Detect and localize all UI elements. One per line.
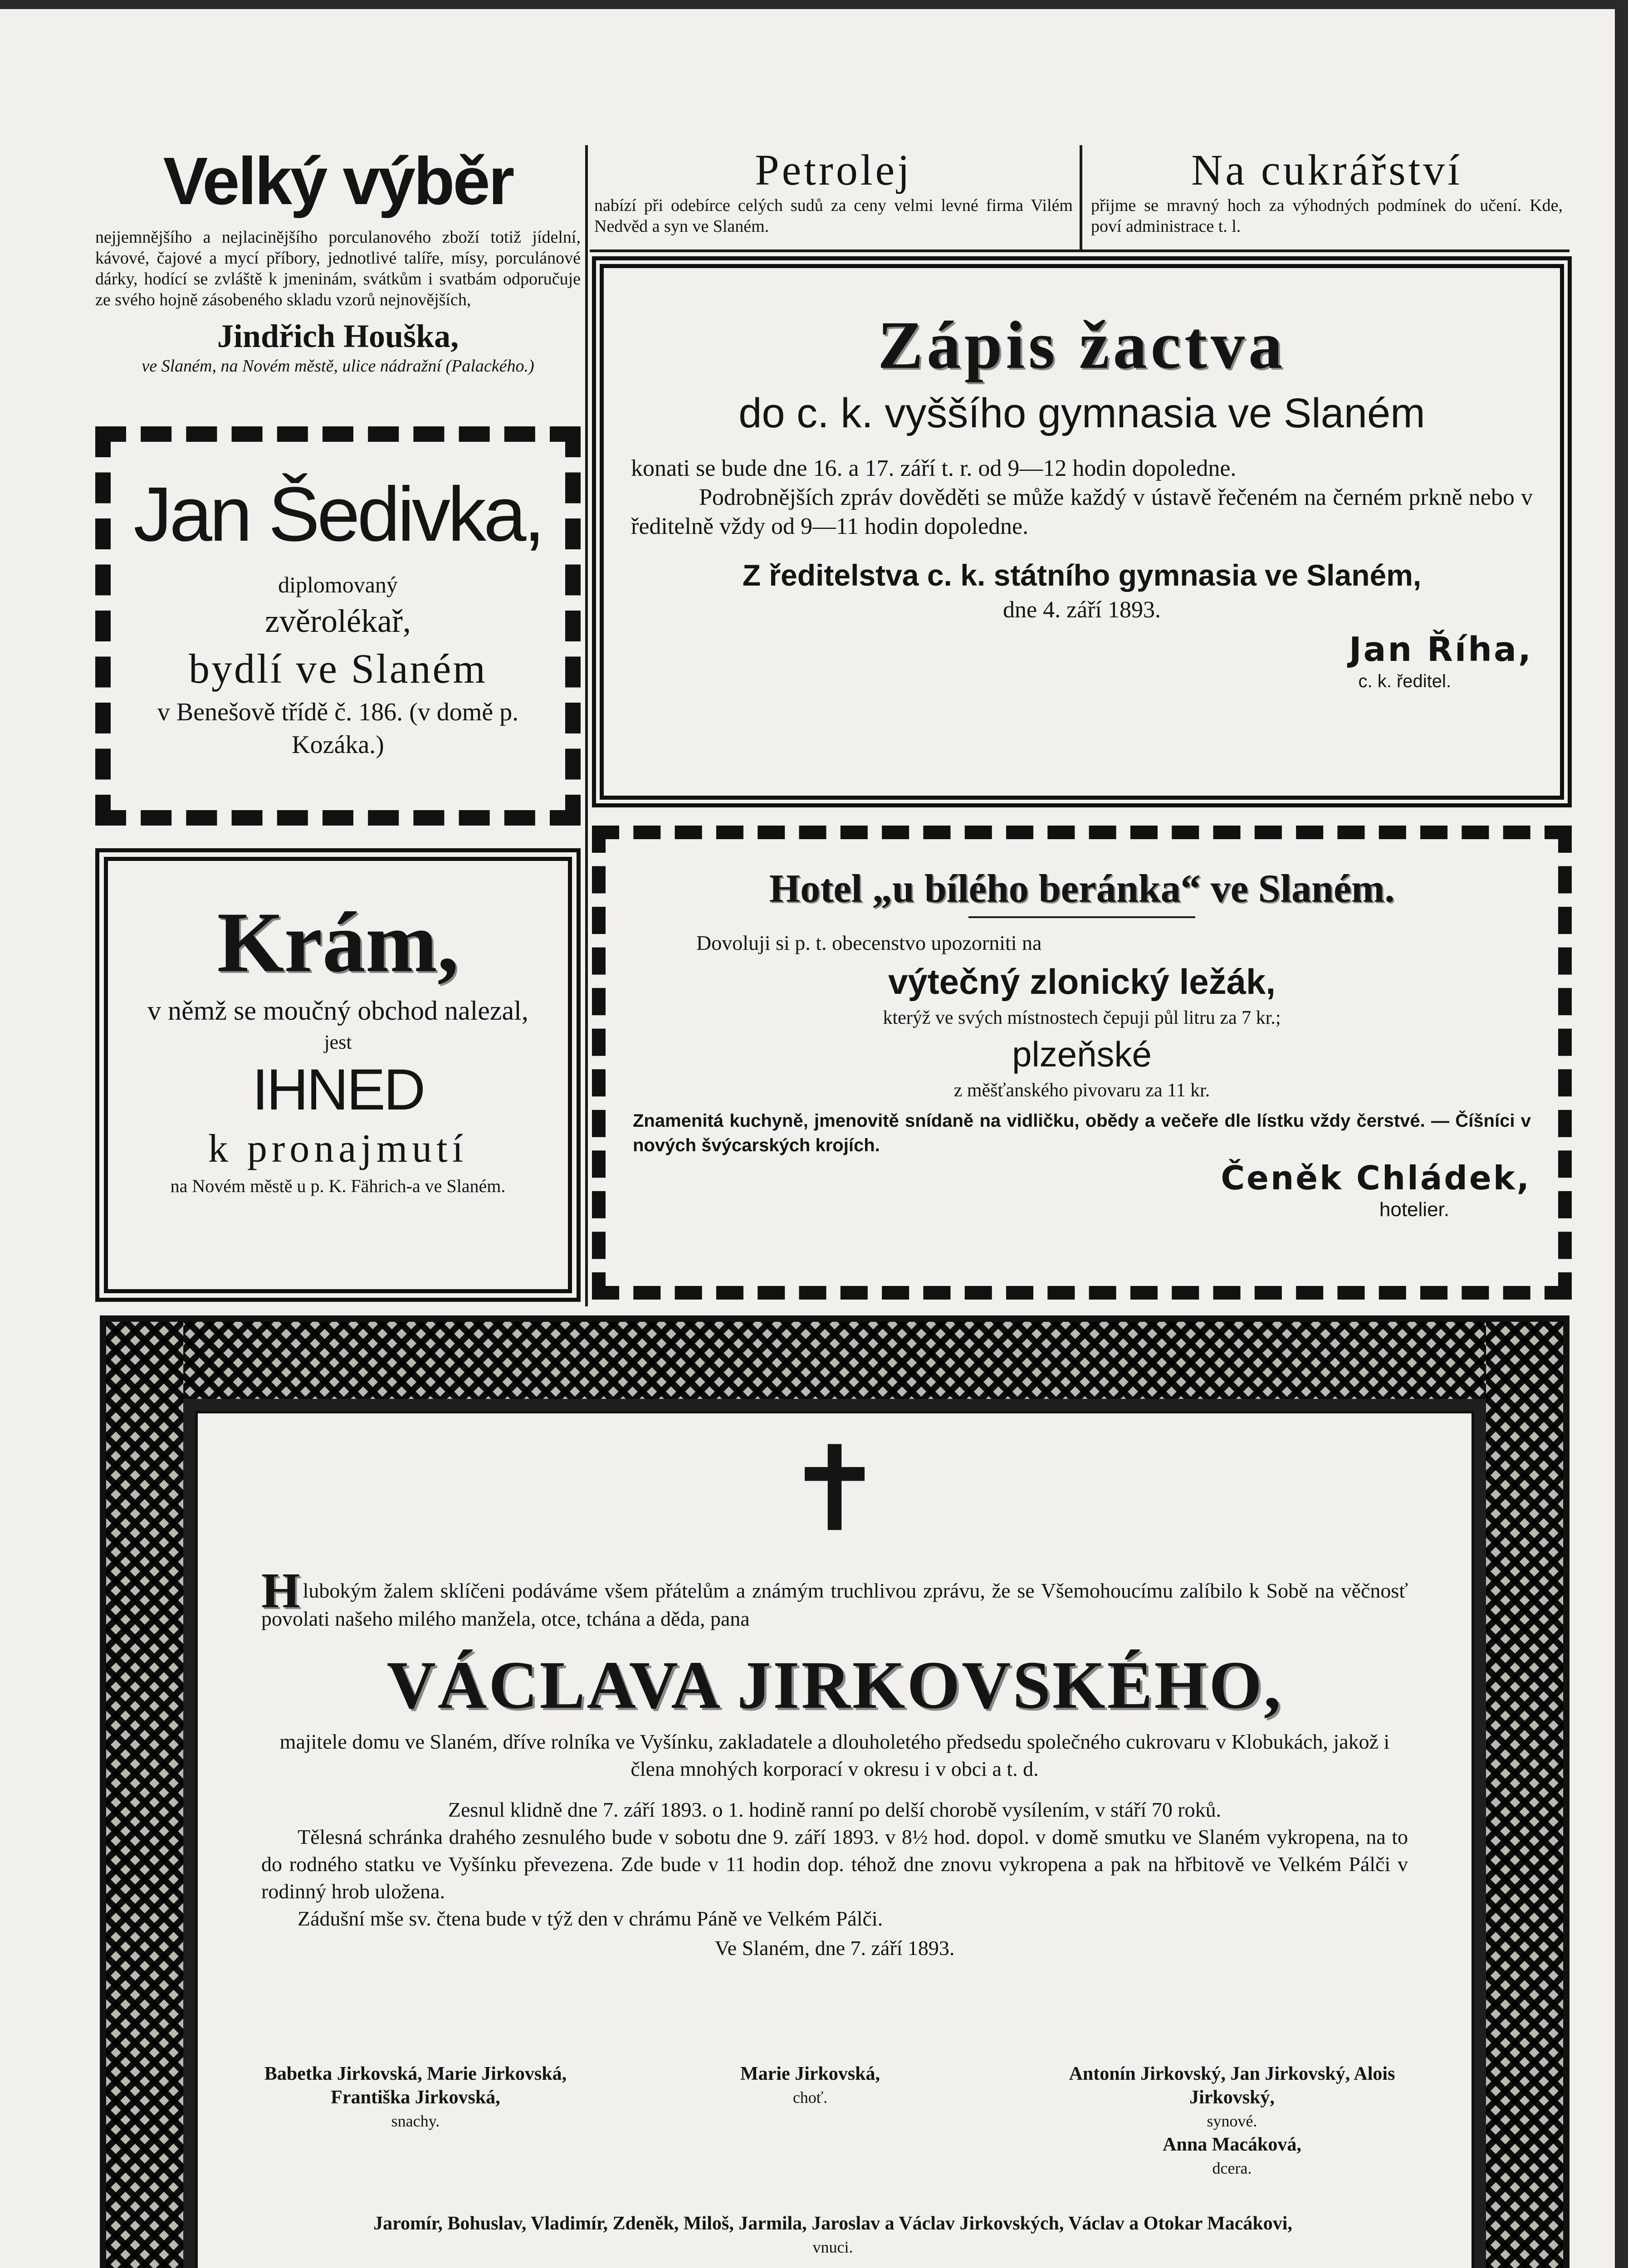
ad-petrol bbox=[590, 145, 1077, 249]
ad-petrol-title: Petrolej bbox=[755, 146, 912, 194]
ad-hotel-title: Hotel „u bílého beránka“ ve Slaném. bbox=[769, 867, 1395, 911]
ad-porcelain-name: Jindřich Houška, bbox=[217, 318, 459, 354]
ad-porcelain-address: ve Slaném, na Novém městě, ulice nádražní (Palackého.) bbox=[142, 357, 534, 376]
ad-hotel-beer2-note: z měšťanského pivovaru za 11 kr. bbox=[953, 1080, 1210, 1101]
obituary-intro-paragraph bbox=[261, 1563, 1408, 1633]
ad-vet-name: Jan Šedivka, bbox=[133, 471, 543, 557]
ad-vet-line3: bydlí ve Slaném bbox=[189, 645, 487, 692]
ad-hotel-signer: Čeněk Chládek, bbox=[1221, 1159, 1531, 1197]
ad-vet-address: v Benešově třídě č. 186. (v domě p. Kozáka.) bbox=[157, 698, 519, 759]
ad-vet-frame bbox=[95, 426, 581, 826]
obituary-panel bbox=[195, 1411, 1474, 2268]
ad-school-signer-title: c. k. ředitel. bbox=[1358, 671, 1451, 691]
obituary-sons-names: Antonín Jirkovský, Jan Jirkovský, Alois Jirkovský, bbox=[1069, 2063, 1395, 2108]
ad-hotel-intro: Dovoluji si p. t. obecenstvo upozorniti na bbox=[696, 931, 1042, 954]
ad-petrol-body: nabízí při odebírce celých sudů za ceny velmi levné firma Vilém Nedvěd a syn ve Slaném. bbox=[594, 196, 1073, 236]
ad-vet-line1: diplomovaný bbox=[278, 572, 398, 597]
ad-hotel-beer2: plzeňské bbox=[1012, 1034, 1152, 1074]
ad-porcelain bbox=[95, 145, 581, 413]
obituary-description: majitele domu ve Slaném, dříve rolníka ve Vyšínku, zakladatele a dlouholetého předsedu společného cukrovaru v Klobukách, jakož i člena mnohých korporací v okresu i v obci a t. d. bbox=[279, 1730, 1390, 1780]
header-rule bbox=[590, 249, 1569, 252]
ad-shop-line1: v němž se moučný obchod nalezal, bbox=[147, 996, 528, 1026]
obituary-cross: ✝ bbox=[785, 1425, 884, 1556]
ad-confectionery-body: přijme se mravný hoch za výhodných podmínek do učení. Kde, poví administrace t. l. bbox=[1091, 196, 1563, 236]
ad-shop-line4: k pronajmutí bbox=[208, 1127, 468, 1171]
ad-school-subtitle: do c. k. vyššího gymnasia ve Slaném bbox=[738, 390, 1425, 436]
obituary-p2: Tělesná schránka drahého zesnulého bude v sobotu dne 9. září 1893. v 8½ hod. dopol. v domě smutku ve Slaném vykropena, na to do rodného statku ve Vyšínku převezena. Zde bude v 11 hodin dop. téhož dne znovu vykropena a pak na hřbitově ve Velkém Pálči v rodinný hrob uložena. bbox=[261, 1825, 1408, 1903]
ad-hotel-beer1-note: kterýž ve svých místnostech čepuji půl litru za 7 kr.; bbox=[883, 1007, 1281, 1028]
ad-hotel-title-rule bbox=[968, 916, 1195, 918]
obituary-drop-cap: H bbox=[261, 1563, 300, 1618]
obituary-grandchildren-role: vnuci. bbox=[812, 2238, 853, 2256]
obituary-grandchildren bbox=[252, 2212, 1413, 2259]
obituary-ornament-top bbox=[106, 1322, 1563, 1399]
obituary-daughters-role: snachy. bbox=[391, 2112, 440, 2130]
ad-confectionery bbox=[1086, 145, 1567, 249]
ad-school-date: dne 4. září 1893. bbox=[1002, 597, 1161, 623]
column-divider bbox=[585, 145, 588, 1306]
right-edge bbox=[1615, 0, 1628, 2268]
obituary-wife bbox=[651, 2062, 969, 2109]
ad-porcelain-title: Velký výběr bbox=[163, 144, 513, 219]
obituary-wife-role: choť. bbox=[792, 2088, 828, 2107]
ad-school-from: Z ředitelstva c. k. státního gymnasia ve Slaném, bbox=[742, 558, 1422, 592]
obituary-intro: lubokým žalem sklíčeni podáváme všem přátelům a známým truchlivou zprávu, že se Všemohoucímu zalíbilo k Sobě na věčnosť povolati našeho milého manžela, otce, tchána a děda, pana bbox=[261, 1579, 1408, 1630]
ad-porcelain-body: nejjemnějšího a nejlacinějšího porculanového zboží totiž jídelní, kávové, čajové a mycí příbory, jednotlivé talíře, mísy, porculánové dárky, hodící se zvláště k jmeninám, svátkům i svatbám odporučuje ze svého hojně zásobeného skladu vzorů nejnovějších, bbox=[95, 228, 581, 309]
ad-hotel-frame bbox=[592, 826, 1572, 1300]
obituary-place-date: Ve Slaném, dne 7. září 1893. bbox=[714, 1936, 955, 1960]
ad-school-signer: Jan Říha, bbox=[1349, 630, 1533, 669]
obituary-daughters-names: Babetka Jirkovská, Marie Jirkovská, Františka Jirkovská, bbox=[264, 2063, 567, 2108]
obituary-wife-name: Marie Jirkovská, bbox=[740, 2063, 880, 2084]
ad-school-title: Zápis žactva bbox=[877, 308, 1286, 383]
obituary-daughters-in-law bbox=[239, 2062, 592, 2133]
ad-confectionery-title: Na cukrářství bbox=[1191, 146, 1462, 194]
ad-shop-line2: jest bbox=[324, 1031, 352, 1053]
ad-school-body2: Podrobnějších zpráv dověděti se může každý v ústavě řečeném na černém prkně nebo v ředitelně vždy od 9—11 hodin dopoledne. bbox=[631, 484, 1533, 539]
ad-shop-line3: IHNED bbox=[252, 1057, 424, 1122]
top-edge bbox=[0, 0, 1628, 9]
obituary-p1: Zesnul klidně dne 7. září 1893. o 1. hodině ranní po delší chorobě vysílením, v stáří 70 roků. bbox=[448, 1798, 1222, 1821]
obituary-p3: Zádušní mše sv. čtena bude v týž den v chrámu Páně ve Velkém Pálči. bbox=[298, 1907, 883, 1930]
ad-hotel-signer-title: hotelier. bbox=[1379, 1198, 1449, 1221]
obituary-sons bbox=[1060, 2062, 1404, 2180]
ad-vet-line2: zvěrolékař, bbox=[265, 603, 411, 639]
ad-hotel-food: Znamenitá kuchyně, jmenovitě snídaně na vidličku, obědy a večeře dle lístku vždy čerstvé. — Číšníci v nových švýcarských krojích. bbox=[633, 1111, 1531, 1155]
obituary-ornament-right bbox=[1486, 1322, 1563, 2268]
obituary-daughter-role: dcera. bbox=[1212, 2159, 1252, 2177]
obituary-ornament-left bbox=[106, 1322, 183, 2268]
ad-shop-title: Krám, bbox=[217, 895, 459, 990]
header-divider bbox=[1080, 145, 1082, 249]
ad-shop-frame bbox=[95, 848, 581, 1302]
ad-school-body1: konati se bude dne 16. a 17. září t. r. od 9—12 hodin dopoledne. bbox=[631, 455, 1237, 481]
obituary-name: VÁCLAVA JIRKOVSKÉHO, bbox=[386, 1647, 1283, 1723]
obituary-sons-role: synové. bbox=[1207, 2112, 1257, 2130]
ad-school-frame bbox=[592, 256, 1572, 807]
obituary-grandchildren-names: Jaromír, Bohuslav, Vladimír, Zdeněk, Miloš, Jarmila, Jaroslav a Václav Jirkovských, Václav a Otokar Macákovi, bbox=[373, 2213, 1292, 2234]
ad-hotel-beer1: výtečný zlonický ležák, bbox=[888, 962, 1276, 1002]
obituary-daughter-name: Anna Macáková, bbox=[1163, 2134, 1301, 2155]
ad-shop-line5: na Novém městě u p. K. Fährich-a ve Slaném. bbox=[170, 1176, 506, 1196]
